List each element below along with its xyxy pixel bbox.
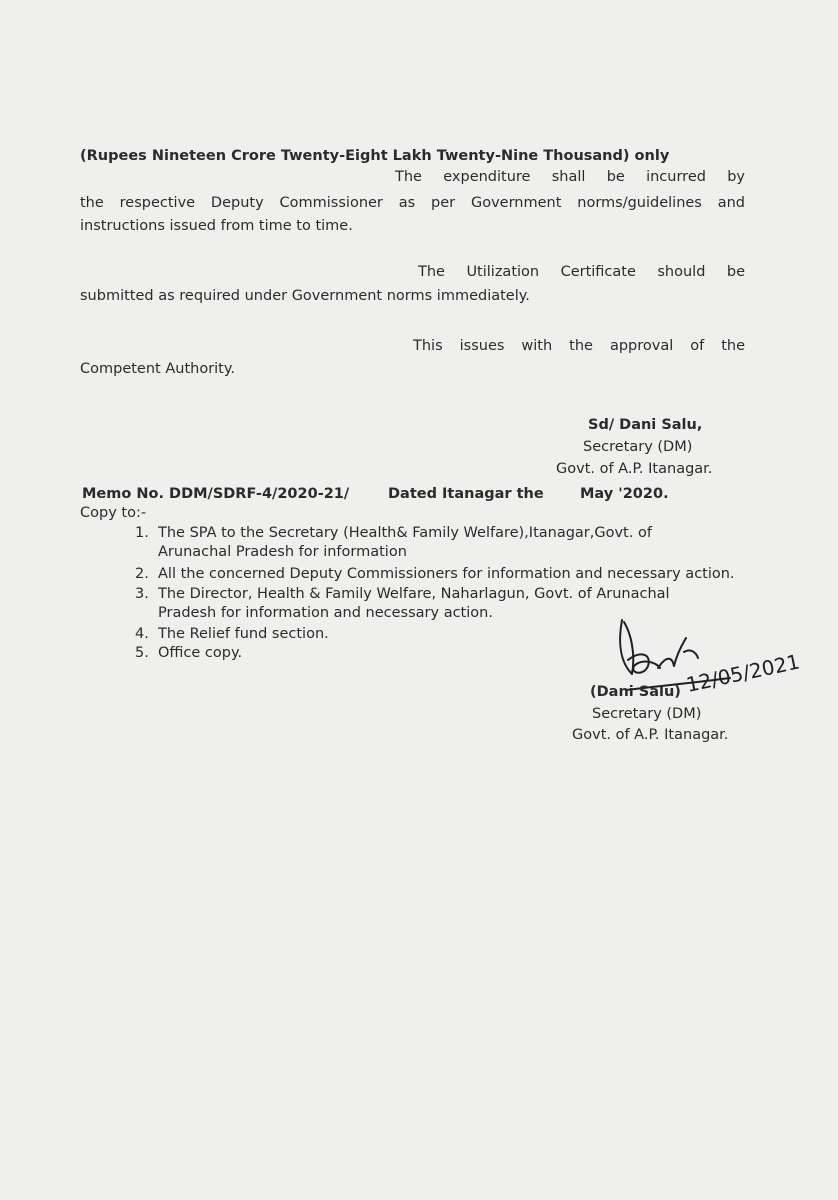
list-item-number: 4. — [135, 626, 149, 642]
signature-stroke — [620, 620, 633, 674]
memo-date: May '2020. — [580, 486, 669, 502]
list-item-text: The Director, Health & Family Welfare, Naharlagun, Govt. of Arunachal — [158, 586, 670, 602]
list-item-number: 1. — [135, 525, 149, 541]
memo-number: Memo No. DDM/SDRF-4/2020-21/ — [82, 486, 350, 502]
para1-line2: the respective Deputy Commissioner as per Government norms/guidelines and — [80, 195, 745, 211]
para2-indent-line: The Utilization Certificate should be — [418, 264, 745, 280]
list-item-number: 3. — [135, 586, 149, 602]
para3-line2: Competent Authority. — [80, 361, 235, 377]
handwritten-date: 12/05/2021 — [684, 649, 802, 697]
para1-line3: instructions issued from time to time. — [80, 218, 353, 234]
list-item-text: All the concerned Deputy Commissioners for information and necessary action. — [158, 566, 735, 582]
signatory-name: (Dani Salu) — [590, 684, 681, 700]
list-item-text-continued: Pradesh for information and necessary action. — [158, 605, 493, 621]
signatory-bottom-office: Govt. of A.P. Itanagar. — [572, 727, 729, 743]
list-item-text-continued: Arunachal Pradesh for information — [158, 544, 407, 560]
para1-indent-line: The expenditure shall be incurred by — [395, 169, 745, 185]
memo-dated-label: Dated Itanagar the — [388, 486, 544, 502]
signature-stroke — [658, 638, 698, 668]
signatory-sd: Sd/ Dani Salu, — [588, 417, 703, 433]
list-item-number: 5. — [135, 645, 149, 661]
list-item-text: Office copy. — [158, 645, 243, 661]
signatory-office: Govt. of A.P. Itanagar. — [556, 461, 713, 477]
para3-indent-line: This issues with the approval of the — [413, 338, 745, 354]
list-item-text: The SPA to the Secretary (Health& Family Welfare),Itanagar,Govt. of — [158, 525, 652, 541]
amount-in-words: (Rupees Nineteen Crore Twenty-Eight Lakh Twenty-Nine Thousand) only — [80, 148, 670, 164]
copy-to-label: Copy to:- — [80, 505, 147, 521]
signatory-bottom-designation: Secretary (DM) — [592, 706, 702, 722]
para2-line2: submitted as required under Government norms immediately. — [80, 288, 530, 304]
list-item-number: 2. — [135, 566, 149, 582]
list-item-text: The Relief fund section. — [158, 626, 329, 642]
signatory-designation: Secretary (DM) — [583, 439, 693, 455]
